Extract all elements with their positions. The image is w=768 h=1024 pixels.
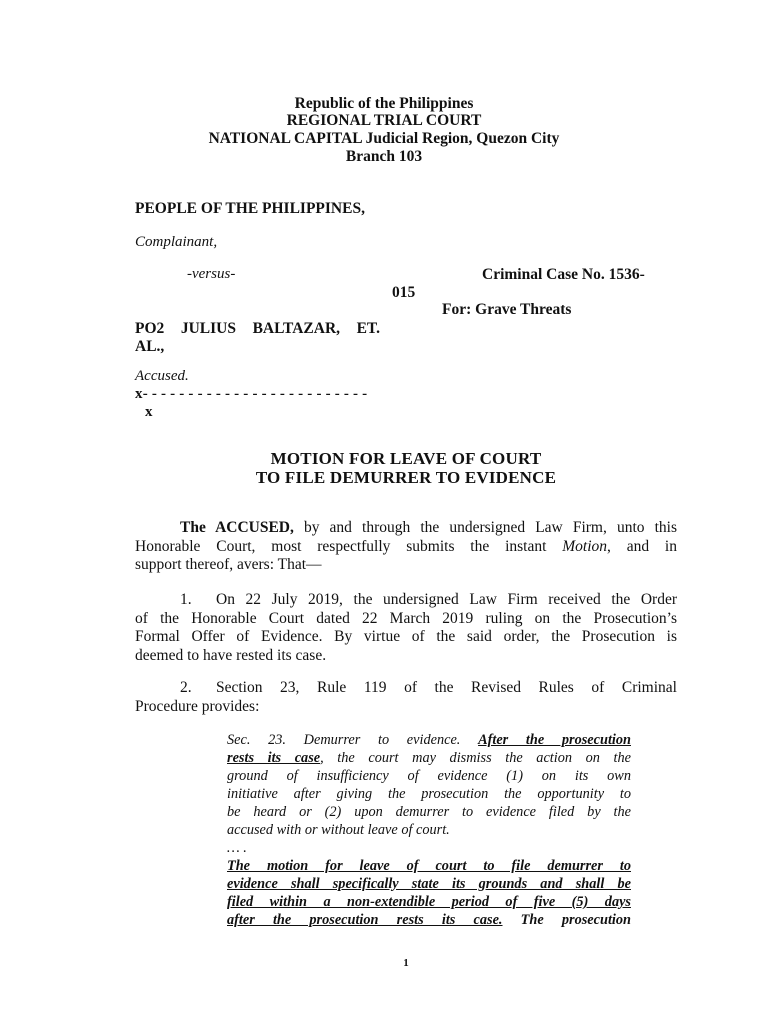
intro-motion-italic: Motion — [562, 537, 608, 555]
paragraph-2 — [135, 679, 677, 716]
para1-number: 1. — [180, 591, 192, 608]
header-region: NATIONAL CAPITAL Judicial Region, Quezon City — [208, 130, 560, 147]
accused-word: BALTAZAR, — [252, 320, 341, 337]
plaintiff-role: Complainant, — [135, 234, 218, 250]
intro-line: Honorable Court, most respectfully submits the instant Motion, and in — [135, 537, 677, 555]
quote-line-emphasis: filed within a non-extendible period of five (5) days — [227, 894, 631, 910]
quote-line: after the prosecution rests its case. The prosecution — [227, 912, 631, 928]
para1-line: 1. On 22 July 2019, the undersigned Law Firm received the Order — [180, 591, 677, 608]
accused-word: JULIUS — [180, 320, 236, 337]
quote-line: accused with or without leave of court. — [227, 822, 450, 838]
caption-separator-end: x — [145, 404, 153, 420]
quote-line-emphasis: The motion for leave of court to file demurrer to — [227, 858, 631, 874]
motion-title-line1: MOTION FOR LEAVE OF COURT — [270, 449, 542, 468]
intro-line: support thereof, avers: That— — [135, 556, 322, 573]
case-number-line2: 015 — [392, 284, 416, 301]
para2-line: Procedure provides: — [135, 697, 260, 715]
intro-line: The ACCUSED, by and through the undersigned Law Firm, unto this — [180, 519, 677, 536]
paragraph-1 — [135, 591, 677, 665]
case-number-line1: Criminal Case No. 1536- — [482, 266, 645, 283]
quote-line: Sec. 23. Demurrer to evidence. After the prosecution — [227, 732, 631, 748]
para2-line: 2. Section 23, Rule 119 of the Revised Rules of Criminal — [180, 679, 677, 696]
accused-word: PO2 — [135, 320, 165, 337]
accused-word: ET. — [356, 320, 380, 337]
para1-line: of the Honorable Court dated 22 March 2019 ruling on the Prosecution’s — [135, 609, 677, 627]
quote-line: ground of insufficiency of evidence (1) on its own — [227, 768, 631, 784]
accused-name-line1 — [135, 320, 380, 338]
page-number: 1 — [403, 957, 409, 969]
quote-ellipsis: … . — [227, 840, 247, 856]
plaintiff-name: PEOPLE OF THE PHILIPPINES, — [135, 200, 365, 217]
rule-quote — [227, 731, 631, 929]
accused-role: Accused. — [135, 368, 189, 384]
quote-line-emphasis: evidence shall specifically state its grounds and shall be — [227, 876, 631, 892]
motion-title-line2: TO FILE DEMURRER TO EVIDENCE — [255, 468, 557, 487]
para1-line: deemed to have rested its case. — [135, 646, 327, 664]
quote-line: initiative after giving the prosecution the opportunity to — [227, 786, 631, 802]
header-court: REGIONAL TRIAL COURT — [286, 112, 482, 129]
versus-label: -versus- — [187, 266, 236, 282]
intro-paragraph — [135, 519, 677, 575]
header-branch: Branch 103 — [345, 148, 423, 165]
accused-name-line2: AL., — [135, 338, 165, 355]
caption-separator: x- - - - - - - - - - - - - - - - - - - - - - - - - — [135, 386, 368, 402]
quote-line: be heard or (2) upon demurrer to evidence filed by the — [227, 804, 631, 820]
header-republic: Republic of the Philippines — [294, 95, 474, 112]
intro-bold-start: The ACCUSED, — [180, 519, 294, 536]
case-offense: For: Grave Threats — [442, 301, 572, 318]
quote-line: rests its case, the court may dismiss the action on the — [227, 750, 631, 766]
para2-number: 2. — [180, 679, 192, 696]
para1-line: Formal Offer of Evidence. By virtue of the said order, the Prosecution is — [135, 628, 677, 645]
